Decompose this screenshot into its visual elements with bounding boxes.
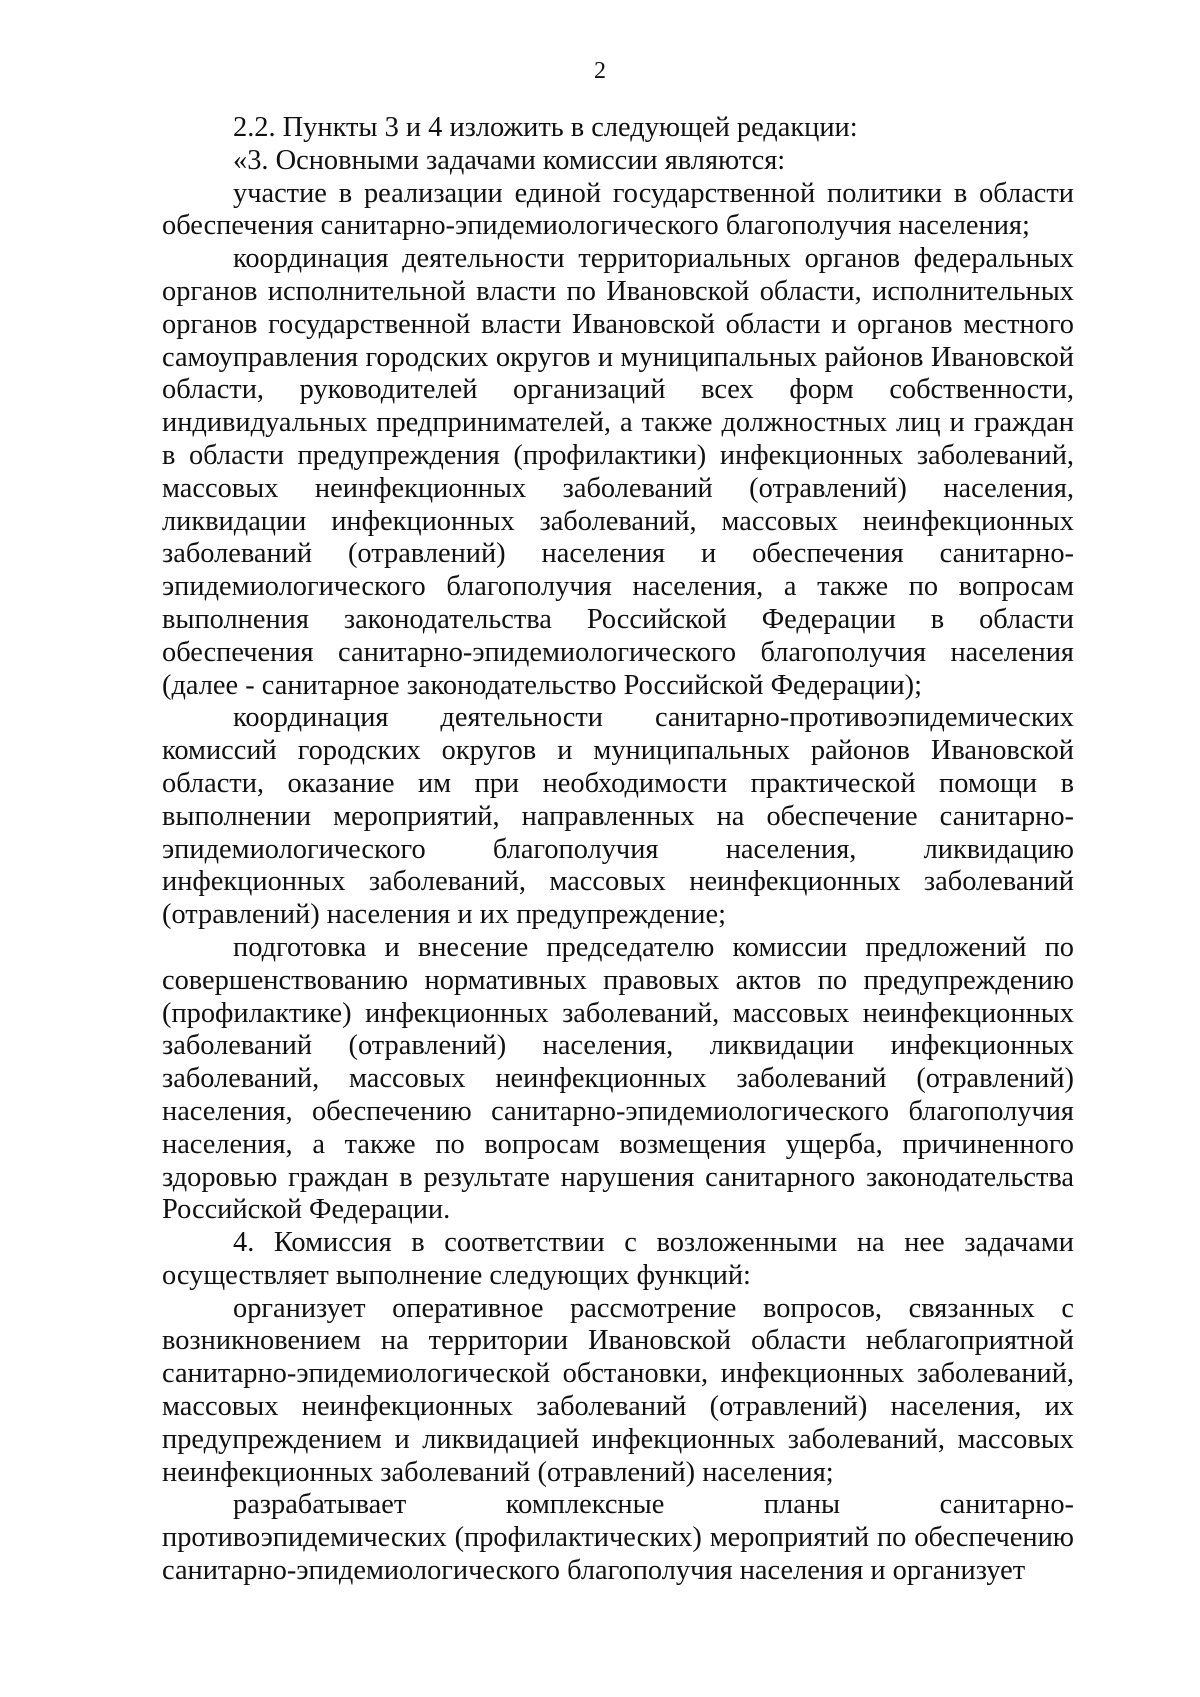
paragraph-functions-heading: 4. Комиссия в соответствии с возложенными на нее задачами осуществляет выполнение следующих функций: — [162, 1227, 1074, 1291]
paragraph-amendment-intro: 2.2. Пункты 3 и 4 изложить в следующей редакции: — [233, 112, 858, 143]
paragraph-task-proposals: подготовка и внесение председателю комиссии предложений по совершенствованию нормативных правовых актов по предупреждению (профилактике) инфекционных заболеваний, массовых неинфекционных заболеваний (отравлений) населения, ликвидации инфекционных заболеваний, массовых неинфекционных заболеваний (отравлений) населения, обеспечению санитарно-эпидемиологического благополучия населения, а также по вопросам возмещения ущерба, причиненного здоровью граждан в результате нарушения санитарного законодательства Российской Федерации. — [162, 931, 1074, 1226]
page-number: 2 — [594, 58, 606, 84]
paragraph-function-review: организует оперативное рассмотрение вопросов, связанных с возникновением на территории Ивановской области неблагоприятной санитарно-эпидемиологической обстановки, инфекционных заболеваний, массовых неинфекционных заболеваний (отравлений) населения, их предупреждением и ликвидацией инфекционных заболеваний, массовых неинфекционных заболеваний (отравлений) населения; — [162, 1292, 1074, 1488]
document-body — [162, 112, 1074, 1588]
paragraph-tasks-heading: «3. Основными задачами комиссии являются: — [233, 144, 786, 176]
paragraph-function-plans: разрабатывает комплексные планы санитарно-противоэпидемических (профилактических) мероприятий по обеспечению санитарно-эпидемиологического благополучия населения и организует — [162, 1489, 1074, 1587]
paragraph-task-commissions: координация деятельности санитарно-противоэпидемических комиссий городских округов и муниципальных районов Ивановской области, оказание им при необходимости практической помощи в выполнении мероприятий, направленных на обеспечение санитарно-эпидемиологического благополучия населения, ликвидацию инфекционных заболеваний, массовых неинфекционных заболеваний (отравлений) населения и их предупреждение; — [162, 702, 1074, 931]
paragraph-task-policy: участие в реализации единой государственной политики в области обеспечения санитарно-эпидемиологического благополучия населения; — [162, 177, 1074, 242]
paragraph-task-coordination: координация деятельности территориальных органов федеральных органов исполнительной власти по Ивановской области, исполнительных органов государственной власти Ивановской области и органов местного самоуправления городских округов и муниципальных районов Ивановской области, руководителей организаций всех форм собственности, индивидуальных предпринимателей, а также должностных лиц и граждан в области предупреждения (профилактики) инфекционных заболеваний, массовых неинфекционных заболеваний (отравлений) населения, ликвидации инфекционных заболеваний, массовых неинфекционных заболеваний (отравлений) населения и обеспечения санитарно-эпидемиологического благополучия населения, а также по вопросам выполнения законодательства Российской Федерации в области обеспечения санитарно-эпидемиологического благополучия населения (далее - санитарное законодательство Российской Федерации); — [162, 243, 1074, 701]
